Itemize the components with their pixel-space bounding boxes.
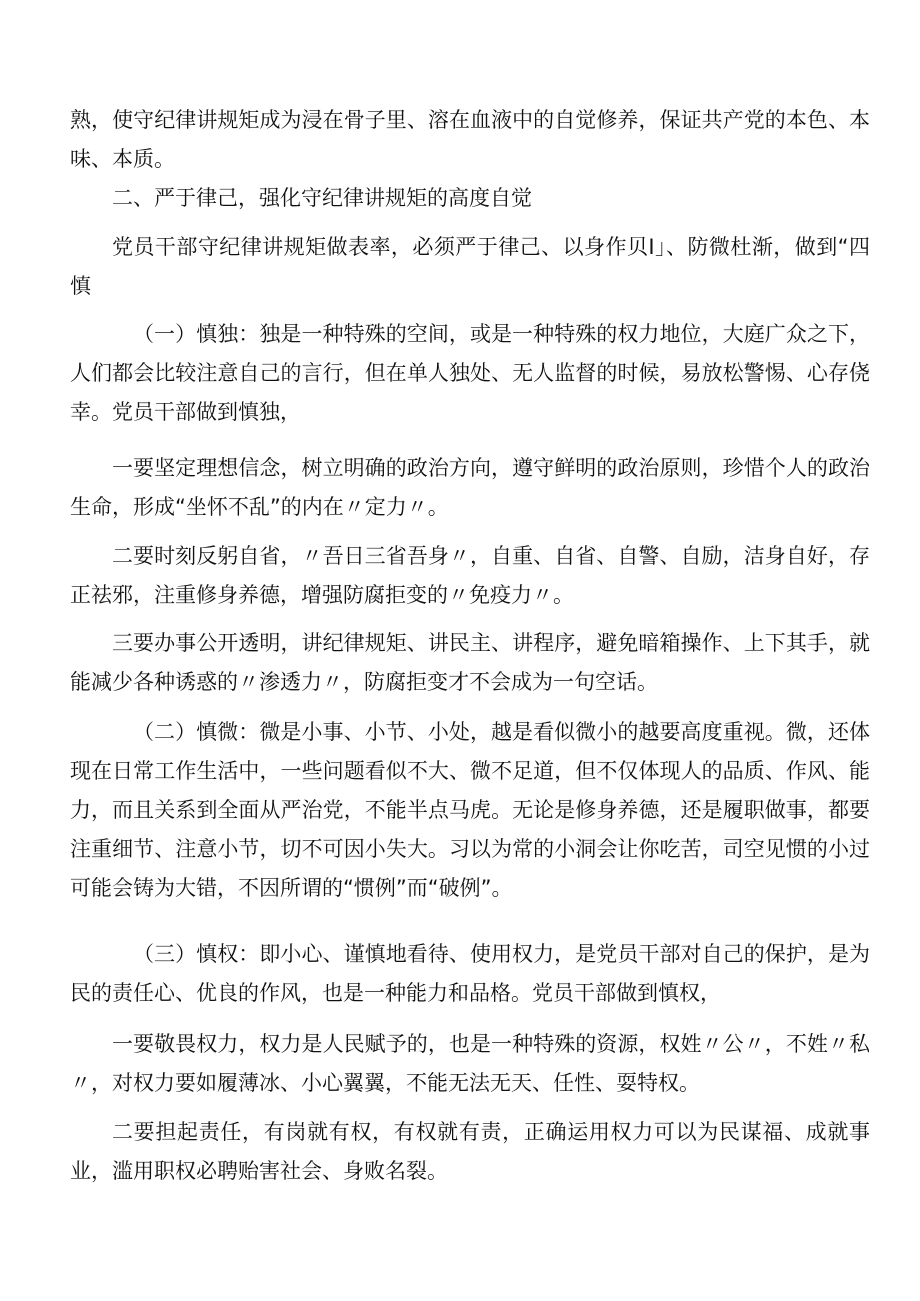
paragraph-shen-quan: （三）慎权：即小心、谨慎地看待、使用权力，是党员干部对自己的保护，是为民的责任心、优良的作风，也是一种能力和品格。党员干部做到慎权， — [70, 942, 870, 1005]
paragraph-shen-quan-point-two: 二要担起责任，有岗就有权，有权就有责，正确运用权力可以为民谋福、成就事业，滥用职权必聘贻害社会、身败名裂。 — [70, 1120, 870, 1183]
paragraph-shen-du-point-three: 三要办事公开透明，讲纪律规矩、讲民主、讲程序，避免暗箱操作、上下其手，就能减少各种诱惑的〃渗透力〃，防腐拒变才不会成为一句空话。 — [70, 631, 870, 694]
paragraph-continuation: 熟，使守纪律讲规矩成为浸在骨子里、溶在血液中的自觉修养，保证共产党的本色、本味、本质。 — [70, 108, 870, 171]
paragraph-shen-du-point-two: 二要时刻反躬自省，〃吾日三省吾身〃，自重、自省、自警、自励，洁身自好，存正祛邪，注重修身养德，增强防腐拒变的〃免疫力〃。 — [70, 544, 870, 607]
paragraph-shen-du-point-one: 一要坚定理想信念，树立明确的政治方向，遵守鲜明的政治原则，珍惜个人的政治生命，形成“坐怀不乱”的内在〃定力〃。 — [70, 456, 870, 519]
paragraph-shen-wei: （二）慎微：微是小事、小节、小处，越是看似微小的越要高度重视。微，还体现在日常工作生活中，一些问题看似不大、微不足道，但不仅体现人的品质、作风、能力，而且关系到全面从严治党，不能半点马虎。无论是修身养德，还是履职做事，都要注重细节、注意小节，切不可因小失大。习以为常的小洞会让你吃苦，司空见惯的小过可能会铸为大错，不因所谓的“惯例”而“破例”。 — [70, 720, 870, 900]
paragraph-shen-quan-point-one: 一要敬畏权力，权力是人民赋予的，也是一种特殊的资源，权姓〃公〃，不姓〃私〃，对权力要如履薄冰、小心翼翼，不能无法无天、任性、耍特权。 — [70, 1032, 870, 1095]
paragraph-four-cautions: 党员干部守纪律讲规矩做表率，必须严于律己、以身作贝I」、防微杜渐，做到“四慎 — [70, 235, 870, 298]
section-heading-two: 二、严于律己，强化守纪律讲规矩的高度自觉 — [112, 186, 532, 210]
paragraph-shen-du: （一）慎独：独是一种特殊的空间，或是一种特殊的权力地位，大庭广众之下，人们都会比较注意自己的言行，但在单人独处、无人监督的时候，易放松警惕、心存侥幸。党员干部做到慎独， — [70, 322, 870, 424]
